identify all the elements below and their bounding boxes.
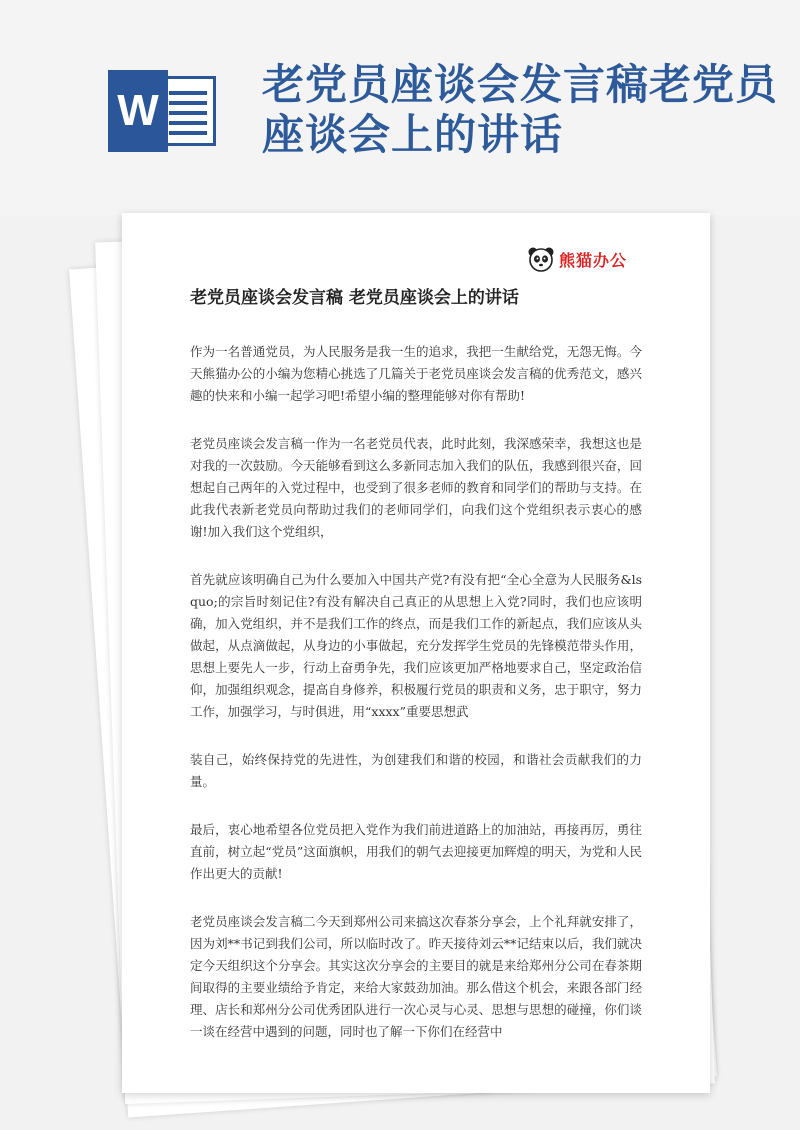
- paragraph: 老党员座谈会发言稿二今天到郑州公司来搞这次春茶分享会，上个礼拜就安排了，因为刘**书记到我们公司，所以临时改了。昨天接待刘云**记结束以后，我们就决定今天组织这个分享会。其实这次分享会的主要目的就是来给郑州分公司在春茶期间取得的主要业绩给予肯定，来给大家鼓劲加油。那么借这个机会，来跟各部门经理、店长和郑州分公司优秀团队进行一次心灵与心灵、思想与思想的碰撞，你们谈一谈在经营中遇到的问题，同时也了解一下你们在经营中: [190, 914, 642, 1039]
- paragraph: 作为一名普通党员，为人民服务是我一生的追求，我把一生献给党，无怨无悔。今天熊猫办公的小编为您精心挑选了几篇关于老党员座谈会发言稿的优秀范文，感兴趣的快来和小编一起学习吧!希望小编的整理能够对你有帮助!: [190, 344, 642, 403]
- banner: [0, 0, 800, 215]
- paragraph: 最后，衷心地希望各位党员把入党作为我们前进道路上的加油站，再接再厉，勇往直前，树立起“党员”这面旗帜，用我们的朝气去迎接更加辉煌的明天，为党和人民作出更大的贡献!: [190, 822, 642, 881]
- document-body: [190, 341, 642, 1069]
- word-icon: [108, 70, 220, 152]
- paragraph: 老党员座谈会发言稿一作为一名老党员代表，此时此刻，我深感荣幸，我想这也是对我的一次鼓励。今天能够看到这么多新同志加入我们的队伍，我感到很兴奋，回想起自己两年的入党过程中，也受到了很多老师的教育和同学们的帮助与支持。在此我代表新老党员向帮助过我们的老师同学们，向我们这个党组织表示衷心的感谢!加入我们这个党组织，: [190, 436, 642, 539]
- paragraph: 首先就应该明确自己为什么要加入中国共产党?有没有把“全心全意为人民服务&lsquo;的宗旨时刻记住?有没有解决自己真正的从思想上入党?同时，我们也应该明确，加入党组织，并不是我们工作的终点，而是我们工作的新起点，我们应该从头做起，从点滴做起，从身边的小事做起，充分发挥学生党员的先锋模范带头作用，思想上要先人一步，行动上奋勇争先，我们应该更加严格地要求自己，坚定政治信仰，加强组织观念，提高自身修养，积极履行党员的职责和义务，忠于职守，努力工作，加强学习，与时俱进，用“xxxx”重要思想武: [190, 572, 642, 719]
- paragraph: 装自己，始终保持党的先进性，为创建我们和谐的校园，和谐社会贡献我们的力量。: [190, 752, 642, 789]
- document-title: 老党员座谈会发言稿 老党员座谈会上的讲话: [190, 288, 519, 308]
- brand-logo: [527, 246, 627, 272]
- word-badge-letter: W: [108, 70, 168, 152]
- document-page: [122, 213, 710, 1093]
- brand-name: 熊猫办公: [559, 250, 628, 270]
- panda-icon: [527, 246, 555, 272]
- banner-title: 老党员座谈会发言稿老党员座谈会上的讲话: [262, 60, 779, 159]
